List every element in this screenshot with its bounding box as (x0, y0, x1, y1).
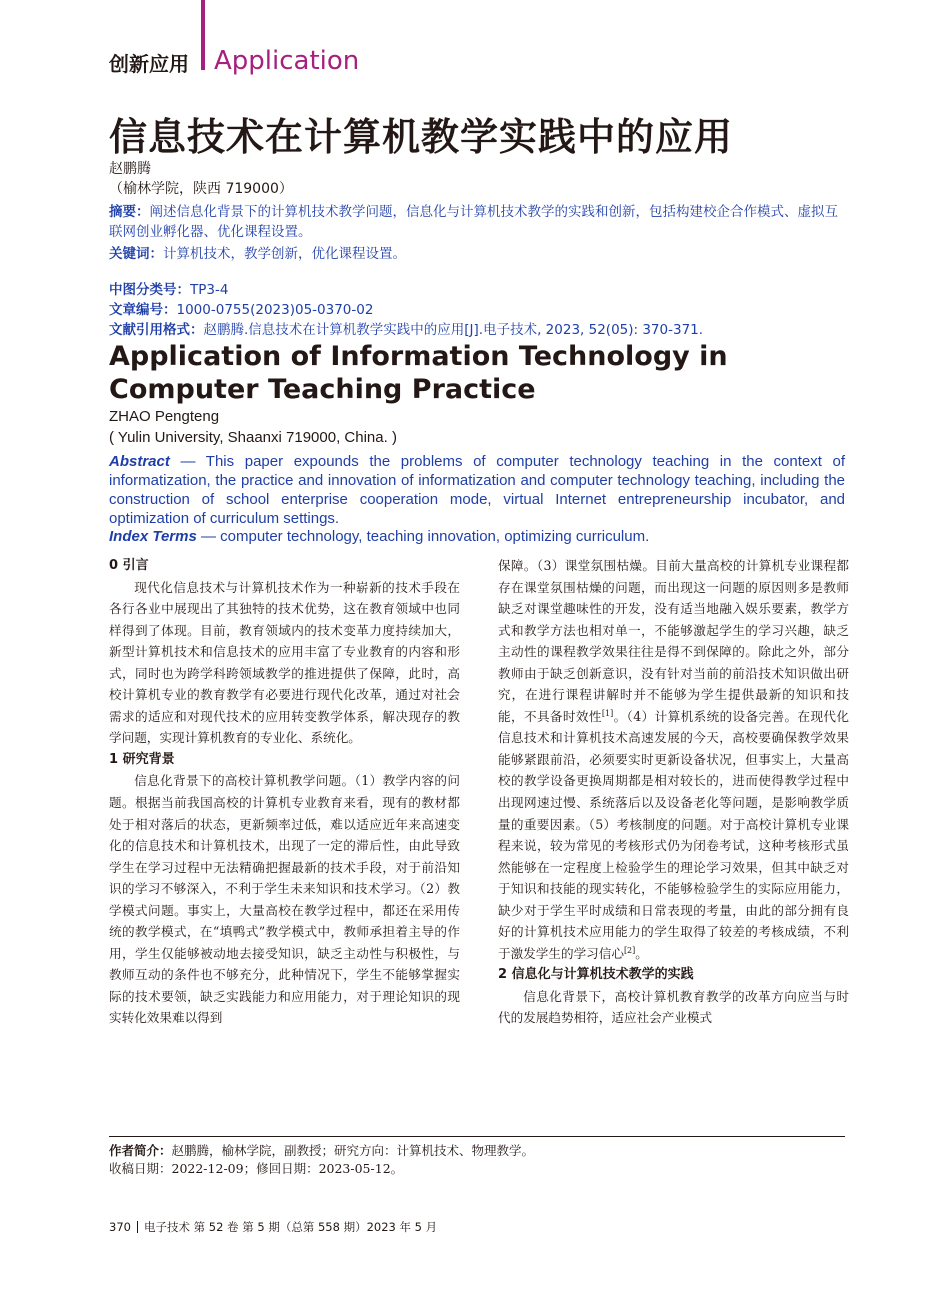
keywords-text: 计算机技术，教学创新，优化课程设置。 (163, 246, 406, 262)
paragraph-background: 信息化背景下的高校计算机教学问题。（1）教学内容的问题。根据当前我国高校的计算机专业教育来看，现有的教材都处于相对落后的状态，更新频率过低，难以适应近年来高速变化的信息技术和计算机技术，出现了一定的滞后性，由此导致学生在学习过程中无法精确把握最新的技术手段，对于前沿知识的学习不够深入，不利于学生未来知识和技术学习。（2）教学模式问题。事实上，大量高校在教学过程中，都还在采用传统的教学模式，在“填鸭式”教学模式中，教师承担着主导的作用，学生仅能够被动地去接受知识，缺乏主动性与积极性，与教师互动的条件也不够充分，此种情况下，学生不能够掌握实际的技术要领，缺乏实践能力和应用能力，对于理论知识的现实转化效果难以得到 (109, 773, 460, 1026)
index-terms-text: — computer technology, teaching innovation, optimizing curriculum. (196, 528, 650, 545)
journal-info: 电子技术 第 52 卷 第 5 期（总第 558 期）2023 年 5 月 (143, 1220, 438, 1234)
section-label-en: Application (214, 46, 360, 76)
english-abstract-text: — This paper expounds the problems of computer technology teaching in the context of informatization, the practice and innovation of informatization and computer technology teaching, including the construction of school enterprise cooperation mode, virtual Internet entrepreneurship incubator, and optimization of curriculum settings. (109, 453, 845, 527)
page-footer (109, 1219, 437, 1235)
chinese-title: 信息技术在计算机教学实践中的应用 (109, 115, 734, 159)
chinese-author: 赵鹏腾 (109, 161, 151, 177)
received-dates: 收稿日期：2022-12-09；修回日期：2023-05-12。 (109, 1161, 404, 1176)
paragraph-practice: 信息化背景下，高校计算机教育教学的改革方向应当与时代的发展趋势相符，适应社会产业模式 (498, 988, 849, 1026)
citation-format: 文献引用格式：赵鹏腾.信息技术在计算机教学实践中的应用[J].电子技术, 2023, 52(05): 370-371. (109, 322, 704, 338)
paragraph-intro: 现代化信息技术与计算机技术作为一种崭新的技术手段在各行各业中展现出了其独特的技术优势，这在教育领域中也同样得到了体现。目前，教育领域内的技术变革力度持续加大，新型计算机技术和信息技术的应用丰富了专业教育的内容和形式，同时也为跨学科跨领域教学的推进提供了保障，此时，高校计算机专业的教育教学有必要进行现代化改革，通过对社会需求的适应和对现代技术的应用转变教学体系，解决现存的教学问题，实现计算机教育的专业化、系统化。 (109, 579, 460, 746)
keywords-label: 关键词： (109, 246, 163, 262)
reference-2: [2] (623, 945, 636, 955)
chinese-keywords (109, 242, 406, 262)
english-affiliation: ( Yulin University, Shaanxi 719000, China. ) (109, 429, 397, 446)
author-bio: 作者简介：赵鹏腾，榆林学院，副教授；研究方向：计算机技术、物理教学。 (109, 1143, 535, 1158)
section-heading-1: 1 研究背景 (109, 751, 175, 767)
chinese-abstract (109, 202, 845, 242)
clc-number: 中图分类号：TP3-4 (109, 282, 229, 298)
english-title: Application of Information Technology in Computer Teaching Practice (109, 341, 728, 405)
chinese-affiliation: （榆林学院，陕西 719000） (109, 181, 293, 197)
reference-1: [1] (601, 708, 614, 718)
section-label-cn: 创新应用 (109, 52, 189, 76)
abstract-label: 摘要： (109, 204, 150, 220)
section-accent-bar (201, 0, 205, 70)
footnote-divider (109, 1136, 845, 1137)
body-column-right (498, 555, 849, 1029)
paragraph-background-cont: 保障。（3）课堂氛围枯燥。目前大量高校的计算机专业课程都存在课堂氛围枯燥的问题，而出现这一问题的原因则多是教师缺乏对课堂趣味性的开发，没有适当地融入娱乐要素，教学方式和教学方法也相对单一，不能够激起学生的学习兴趣，缺乏主动性的课程教学效果往往是得不到保障的。除此之外，部分教师由于缺乏创新意识，没有针对当前的前沿技术知识做出研究，在进行课程讲解时并不能够为学生提供最新的知识和技能，不具备时效性[1]。（4）计算机系统的设备完善。在现代化信息技术和计算机技术高速发展的今天，高校要确保教学效果能够紧跟前沿，必须要实时更新设备状况，但事实上，大量高校的教学设备更换周期都是相对较长的，进而使得教学过程中出现网速过慢、系统落后以及设备老化等问题，是影响教学质量的重要因素。（5）考核制度的问题。对于高校计算机专业课程来说，较为常见的考核形式仍为闭卷考试，这种考核形式虽然能够在一定程度上检验学生的理论学习效果，但其中缺乏对于知识和技能的现实转化，不能够检验学生的实际应用能力，缺少对于学生平时成绩和日常表现的考量，由此的部分拥有良好的计算机技术应用能力的学生取得了较差的考核成绩，不利于激发学生的学习信心[2]。 (498, 558, 850, 961)
english-abstract (109, 452, 845, 528)
body-column-left (109, 555, 460, 1029)
section-heading-0: 0 引言 (109, 558, 149, 573)
article-number: 文章编号：1000-0755(2023)05-0370-02 (109, 302, 374, 318)
page-number: 370 (109, 1220, 131, 1234)
english-abstract-label: Abstract (109, 453, 170, 470)
english-author: ZHAO Pengteng (109, 408, 220, 425)
footer-separator (137, 1221, 138, 1233)
index-terms (109, 528, 649, 545)
index-terms-label: Index Terms (109, 528, 197, 545)
section-heading-2: 2 信息化与计算机技术教学的实践 (498, 967, 694, 983)
abstract-text: 阐述信息化背景下的计算机技术教学问题，信息化与计算机技术教学的实践和创新，包括构建校企合作模式、虚拟互联网创业孵化器、优化课程设置。 (109, 204, 838, 240)
